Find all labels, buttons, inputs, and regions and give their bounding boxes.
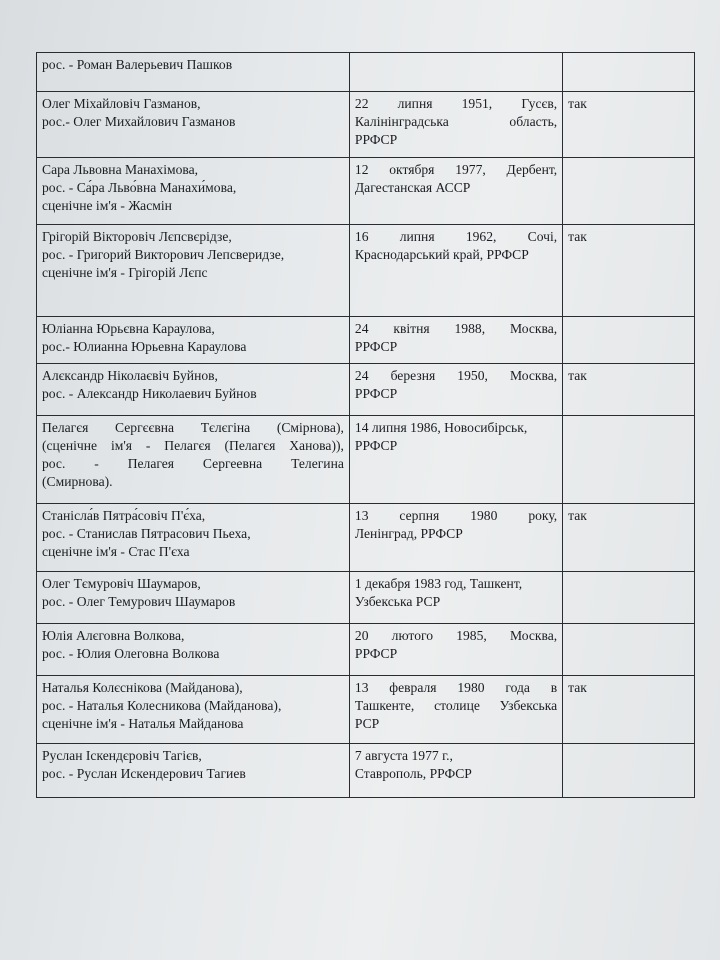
birth-line: Дагестанская АССР	[354, 180, 471, 195]
name-cell	[37, 676, 350, 744]
birth-cell	[349, 676, 562, 744]
name-line: сценічне ім'я - Жасмін	[42, 198, 172, 213]
name-line: рос. - Станислав Пятрасович Пьеха,	[42, 526, 251, 541]
birth-cell	[349, 572, 562, 624]
name-cell	[37, 744, 350, 798]
table-row	[37, 624, 695, 676]
mark-cell: так	[563, 225, 695, 317]
name-cell	[37, 225, 350, 317]
name-line: рос. - Са́ра Льво́вна Манахи́мова,	[42, 180, 237, 195]
name-line: рос. - Григорий Викторович Лепсверидзе,	[42, 247, 285, 262]
birth-line: Ставрополь, РРФСР	[354, 766, 472, 781]
mark-cell	[563, 317, 695, 364]
name-line: Олег Тємуровіч Шаумаров,	[42, 576, 201, 591]
birth-line: РРФСР	[354, 438, 398, 453]
name-cell	[37, 92, 350, 158]
mark-cell	[563, 158, 695, 225]
name-cell	[37, 158, 350, 225]
birth-cell	[349, 624, 562, 676]
table-row	[37, 416, 695, 504]
birth-cell	[349, 92, 562, 158]
birth-line: РРФСР	[354, 132, 398, 147]
persons-table	[36, 52, 695, 798]
birth-line: 13 февраля 1980 года в	[354, 680, 558, 695]
table-row	[37, 364, 695, 416]
table-row	[37, 225, 695, 317]
table-row	[37, 504, 695, 572]
mark-cell	[563, 744, 695, 798]
name-cell	[37, 53, 350, 92]
name-line: Алєксандр Ніколаєвіч Буйнов,	[42, 368, 218, 383]
name-cell	[37, 317, 350, 364]
birth-line: 22 липня 1951, Гусєв,	[354, 96, 558, 111]
mark-cell: так	[563, 676, 695, 744]
birth-line: 7 августа 1977 г.,	[354, 748, 453, 763]
birth-cell	[349, 364, 562, 416]
birth-line: Краснодарський край, РРФСР	[354, 247, 529, 262]
birth-line: РРФСР	[354, 386, 398, 401]
name-line: Руслан Іскендєровіч Тагієв,	[42, 748, 202, 763]
name-line: (Смирнова).	[42, 474, 113, 489]
name-line: рос. - Олег Темурович Шаумаров	[42, 594, 236, 609]
name-line: сценічне ім'я - Грігорій Лєпс	[42, 265, 208, 280]
name-line: сценічне ім'я - Наталья Майданова	[42, 716, 244, 731]
birth-cell	[349, 744, 562, 798]
birth-line: 12 октября 1977, Дербент,	[354, 162, 558, 177]
birth-line: Узбекська РСР	[354, 594, 441, 609]
name-line: рос.- Олег Михайлович Газманов	[42, 114, 236, 129]
birth-line: РСР	[354, 716, 380, 731]
birth-cell	[349, 416, 562, 504]
name-cell	[37, 364, 350, 416]
persons-table-body	[37, 53, 695, 798]
birth-line: 24 березня 1950, Москва,	[354, 368, 558, 383]
name-cell	[37, 416, 350, 504]
name-line: Пелагєя Сергєєвна Тєлєгіна (Смірнова),	[42, 420, 344, 435]
birth-line: 24 квітня 1988, Москва,	[354, 321, 558, 336]
mark-cell	[563, 572, 695, 624]
birth-cell	[349, 225, 562, 317]
birth-cell	[349, 317, 562, 364]
table-row	[37, 53, 695, 92]
birth-cell	[349, 158, 562, 225]
mark-cell: так	[563, 504, 695, 572]
name-line: рос. - Роман Валерьевич Пашков	[42, 57, 233, 72]
birth-line: РРФСР	[354, 646, 398, 661]
name-line: Сара Львовна Манахімова,	[42, 162, 199, 177]
name-line: Юлія Алєговна Волкова,	[42, 628, 185, 643]
name-line: рос. - Наталья Колесникова (Майданова),	[42, 698, 282, 713]
name-line: рос. - Пелагея Сергеевна Телегина	[42, 456, 344, 471]
name-cell	[37, 624, 350, 676]
name-line: рос.- Юлианна Юрьевна Караулова	[42, 339, 247, 354]
mark-cell	[563, 416, 695, 504]
name-line: (сценічне ім'я - Пелагєя (Пелагєя Ханова)),	[42, 438, 344, 453]
birth-line: Калінінградська область,	[354, 114, 558, 129]
name-cell	[37, 504, 350, 572]
birth-line: Ташкенте, столице Узбекська	[354, 698, 558, 713]
table-row	[37, 676, 695, 744]
birth-cell	[349, 53, 562, 92]
mark-cell: так	[563, 364, 695, 416]
name-line: рос. - Юлия Олеговна Волкова	[42, 646, 220, 661]
birth-line: Ленінград, РРФСР	[354, 526, 463, 541]
table-row	[37, 317, 695, 364]
table-row	[37, 92, 695, 158]
birth-line: 1 декабря 1983 год, Ташкент,	[354, 576, 523, 591]
birth-line: 16 липня 1962, Сочі,	[354, 229, 558, 244]
mark-cell	[563, 624, 695, 676]
table-row	[37, 744, 695, 798]
mark-cell	[563, 53, 695, 92]
name-line: Наталья Колєснікова (Майданова),	[42, 680, 243, 695]
name-line: Станісла́в Пятра́совіч П'є́ха,	[42, 508, 206, 523]
name-cell	[37, 572, 350, 624]
birth-line: 13 серпня 1980 року,	[354, 508, 558, 523]
mark-cell: так	[563, 92, 695, 158]
name-line: рос. - Руслан Искендерович Тагиев	[42, 766, 246, 781]
name-line: Грігорій Вікторовіч Лєпсвєрідзе,	[42, 229, 232, 244]
birth-line: 14 липня 1986, Новосибірськ,	[354, 420, 528, 435]
table-row	[37, 158, 695, 225]
name-line: сценічне ім'я - Стас П'єха	[42, 544, 190, 559]
name-line: Олег Міхайловіч Газманов,	[42, 96, 201, 111]
table-row	[37, 572, 695, 624]
name-line: рос. - Александр Николаевич Буйнов	[42, 386, 257, 401]
name-line: Юліанна Юрьєвна Караулова,	[42, 321, 215, 336]
birth-cell	[349, 504, 562, 572]
birth-line: РРФСР	[354, 339, 398, 354]
birth-line: 20 лютого 1985, Москва,	[354, 628, 558, 643]
